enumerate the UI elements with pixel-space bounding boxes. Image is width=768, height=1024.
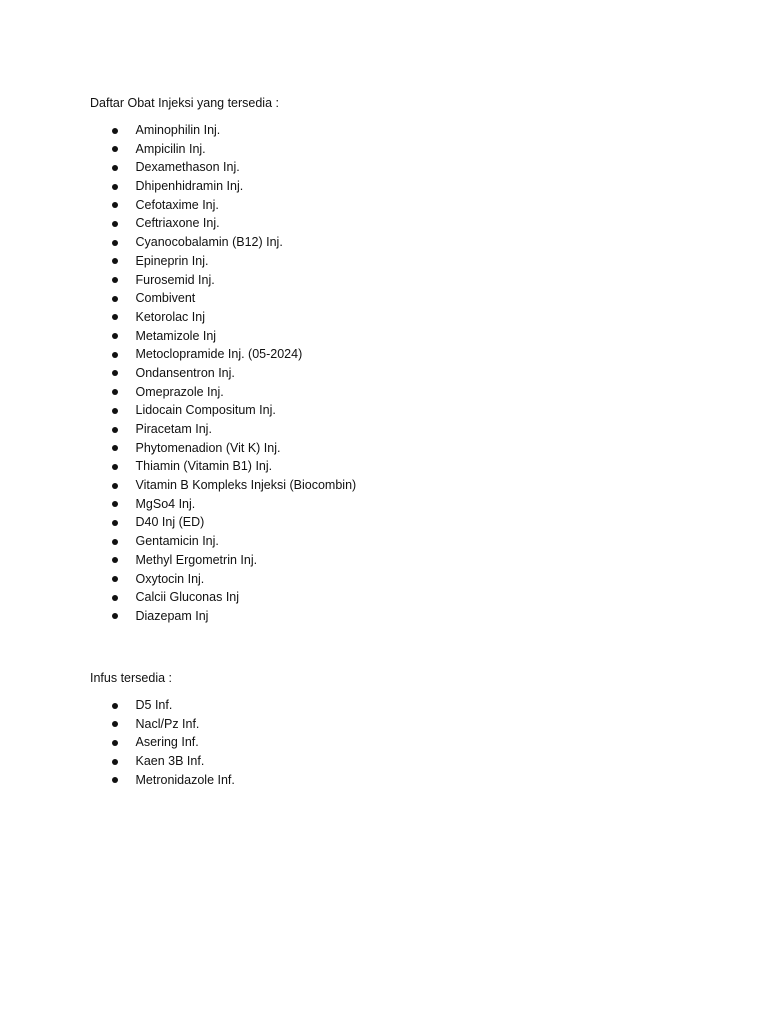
bullet-icon — [112, 184, 118, 190]
list-item — [90, 252, 690, 271]
drug-name: Metoclopramide Inj. (05-2024) — [135, 347, 303, 362]
bullet-icon — [112, 221, 118, 227]
list-item — [90, 364, 690, 383]
bullet-icon — [112, 557, 118, 563]
drug-name: Dexamethason Inj. — [135, 160, 240, 175]
list-item — [90, 383, 690, 402]
list-item — [90, 177, 690, 196]
bullet-icon — [112, 296, 118, 302]
list-item — [90, 289, 690, 308]
drug-name: Ceftriaxone Inj. — [135, 216, 220, 231]
list-item — [90, 140, 690, 159]
infusion-name: Metronidazole Inf. — [135, 772, 235, 787]
list-item — [90, 570, 690, 589]
drug-name: Ondansentron Inj. — [135, 365, 235, 380]
drug-name: Lidocain Compositum Inj. — [135, 403, 276, 418]
bullet-icon — [112, 483, 118, 489]
drug-name: Methyl Ergometrin Inj. — [135, 552, 258, 567]
bullet-icon — [112, 740, 118, 746]
drug-name: MgSo4 Inj. — [135, 496, 196, 511]
list-item — [90, 495, 690, 514]
bullet-icon — [112, 595, 118, 601]
list-item — [90, 401, 690, 420]
bullet-icon — [112, 721, 118, 727]
bullet-icon — [112, 703, 118, 709]
bullet-icon — [112, 333, 118, 339]
drug-name: Cyanocobalamin (B12) Inj. — [135, 235, 283, 250]
bullet-icon — [112, 445, 118, 451]
bullet-icon — [112, 408, 118, 414]
bullet-icon — [112, 352, 118, 358]
list-item — [90, 271, 690, 290]
list-item — [90, 121, 690, 140]
list-item — [90, 233, 690, 252]
list-item — [90, 476, 690, 495]
list-item — [90, 158, 690, 177]
list-item — [90, 696, 690, 715]
drug-name: Diazepam Inj — [135, 608, 209, 623]
bullet-icon — [112, 759, 118, 765]
list-item — [90, 715, 690, 734]
drug-name: Phytomenadion (Vit K) Inj. — [135, 440, 281, 455]
injection-list-heading: Daftar Obat Injeksi yang tersedia : — [90, 96, 279, 110]
list-item — [90, 345, 690, 364]
list-item — [90, 607, 690, 626]
list-item — [90, 752, 690, 771]
list-item — [90, 733, 690, 752]
infusion-name: D5 Inf. — [135, 698, 173, 712]
bullet-icon — [112, 613, 118, 619]
drug-name: Calcii Gluconas Inj — [135, 590, 240, 605]
bullet-icon — [112, 146, 118, 152]
list-item — [90, 439, 690, 458]
injection-section — [90, 94, 690, 626]
list-item — [90, 196, 690, 215]
drug-name: Piracetam Inj. — [135, 422, 212, 436]
infusion-name: Kaen 3B Inf. — [135, 754, 205, 769]
drug-name: Vitamin B Kompleks Injeksi (Biocombin) — [135, 478, 357, 493]
infusion-name: Nacl/Pz Inf. — [135, 716, 200, 731]
bullet-icon — [112, 427, 118, 433]
list-item — [90, 308, 690, 327]
drug-name: Omeprazole Inj. — [135, 384, 224, 399]
bullet-icon — [112, 165, 118, 171]
drug-name: Cefotaxime Inj. — [135, 197, 219, 212]
list-item — [90, 420, 690, 439]
drug-name: Aminophilin Inj. — [135, 123, 221, 137]
list-item — [90, 588, 690, 607]
bullet-icon — [112, 370, 118, 376]
drug-name: Ketorolac Inj — [135, 309, 205, 324]
bullet-icon — [112, 240, 118, 246]
bullet-icon — [112, 277, 118, 283]
list-item — [90, 327, 690, 346]
drug-name: Ampicilin Inj. — [135, 141, 206, 156]
list-item — [90, 513, 690, 532]
injection-drug-list — [90, 121, 690, 626]
list-item — [90, 551, 690, 570]
drug-name: Metamizole Inj — [135, 328, 217, 343]
bullet-icon — [112, 464, 118, 470]
infusion-drug-list — [90, 696, 690, 789]
list-item — [90, 532, 690, 551]
list-item — [90, 457, 690, 476]
drug-name: D40 Inj (ED) — [135, 515, 205, 530]
infusion-name: Asering Inf. — [135, 735, 199, 750]
drug-name: Thiamin (Vitamin B1) Inj. — [135, 459, 273, 474]
list-item — [90, 214, 690, 233]
bullet-icon — [112, 777, 118, 783]
drug-name: Oxytocin Inj. — [135, 571, 205, 586]
bullet-icon — [112, 389, 118, 395]
drug-name: Gentamicin Inj. — [135, 534, 219, 549]
bullet-icon — [112, 539, 118, 545]
infusion-list-heading: Infus tersedia : — [90, 671, 172, 685]
bullet-icon — [112, 128, 118, 134]
list-item — [90, 771, 690, 790]
drug-name: Dhipenhidramin Inj. — [135, 179, 244, 194]
bullet-icon — [112, 258, 118, 264]
bullet-icon — [112, 576, 118, 582]
bullet-icon — [112, 314, 118, 320]
drug-name: Combivent — [135, 291, 196, 306]
infusion-section — [90, 669, 690, 789]
bullet-icon — [112, 501, 118, 507]
bullet-icon — [112, 202, 118, 208]
drug-name: Furosemid Inj. — [135, 272, 215, 287]
bullet-icon — [112, 520, 118, 526]
drug-name: Epineprin Inj. — [135, 253, 209, 268]
